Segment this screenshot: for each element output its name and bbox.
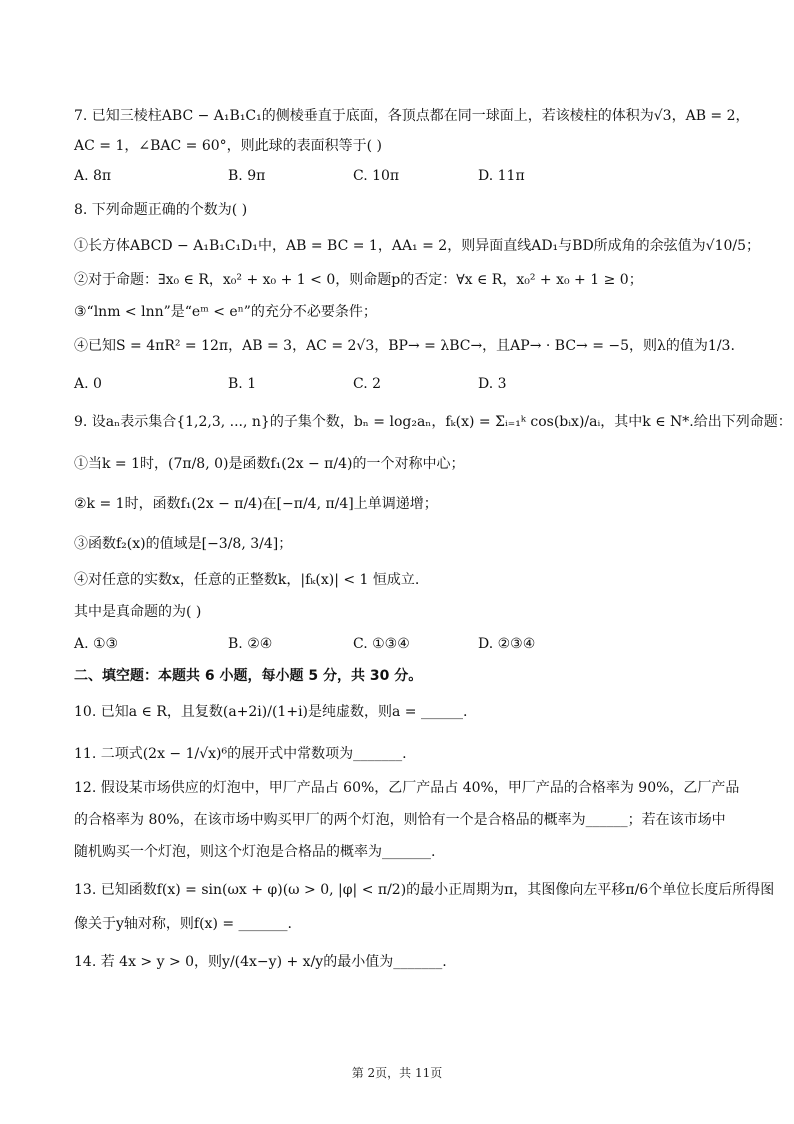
q7-line2: AC = 1，∠BAC = 60°，则此球的表面积等于( ) (74, 138, 383, 154)
q9-option-a: A. ①③ (74, 636, 119, 652)
q8-option-a: A. 0 (74, 376, 102, 392)
q8-option-d: D. 3 (478, 376, 507, 392)
q8-item-3: ③“lnm < lnn”是“eᵐ < eⁿ”的充分不必要条件； (74, 304, 377, 320)
q12-line3: 随机购买一个灯泡，则这个灯泡是合格品的概率为_______. (74, 844, 436, 860)
q8-stem: 8. 下列命题正确的个数为( ) (74, 202, 248, 218)
q8-item-4: ④已知S = 4πR² = 12π，AB = 3，AC = 2√3，BP→ = λBC→，且AP→ · BC→ = −5，则λ的值为1/3. (74, 338, 735, 354)
q7-line1: 7. 已知三棱柱ABC − A₁B₁C₁的侧棱垂直于底面，各顶点都在同一球面上，若该棱柱的体积为√3，AB = 2， (74, 108, 750, 124)
q13-line1: 13. 已知函数f(x) = sin(ωx + φ)(ω > 0, |φ| < π/2)的最小正周期为π，其图像向左平移π/6个单位长度后所得图 (74, 882, 775, 898)
q8-item-1: ①长方体ABCD − A₁B₁C₁D₁中，AB = BC = 1，AA₁ = 2，则异面直线AD₁与BD所成角的余弦值为√10/5； (74, 238, 761, 254)
q9-item-1: ①当k = 1时，(7π/8, 0)是函数f₁(2x − π/4)的一个对称中心； (74, 456, 465, 472)
q8-option-b: B. 1 (228, 376, 257, 392)
q14: 14. 若 4x > y > 0，则y/(4x−y) + x/y的最小值为_______. (74, 954, 447, 970)
q9-option-c: C. ①③④ (353, 636, 410, 652)
q7-option-c: C. 10π (353, 168, 400, 184)
q8-option-c: C. 2 (353, 376, 382, 392)
q7-option-a: A. 8π (74, 168, 112, 184)
q9-stem: 9. 设aₙ表示集合{1,2,3, ..., n}的子集个数，bₙ = log₂aₙ，fₖ(x) = Σᵢ₌₁ᵏ cos(bᵢx)/aᵢ，其中k ∈ N*.给出下列命题： (74, 414, 792, 430)
q9-closing: 其中是真命题的为( ) (74, 604, 202, 620)
q7-option-b: B. 9π (228, 168, 266, 184)
section-heading: 二、填空题：本题共 6 小题，每小题 5 分，共 30 分。 (74, 668, 423, 684)
q7-option-d: D. 11π (478, 168, 525, 184)
q12-line2: 的合格率为 80%，在该市场中购买甲厂的两个灯泡，则恰有一个是合格品的概率为______；若在该市场中 (74, 812, 726, 828)
q12-line1: 12. 假设某市场供应的灯泡中，甲厂产品占 60%，乙厂产品占 40%，甲厂产品的合格率为 90%，乙厂产品 (74, 780, 740, 796)
q10: 10. 已知a ∈ R，且复数(a+2i)/(1+i)是纯虚数，则a = ______. (74, 704, 468, 720)
q11: 11. 二项式(2x − 1/√x)⁶的展开式中常数项为_______. (74, 746, 407, 762)
q9-item-4: ④对任意的实数x，任意的正整数k，|fₖ(x)| < 1 恒成立. (74, 572, 420, 588)
q9-item-2: ②k = 1时，函数f₁(2x − π/4)在[−π/4, π/4]上单调递增； (74, 496, 438, 512)
q13-line2: 像关于y轴对称，则f(x) = _______. (74, 916, 292, 932)
q9-option-b: B. ②④ (228, 636, 273, 652)
q8-item-2: ②对于命题：∃x₀ ∈ R，x₀² + x₀ + 1 < 0，则命题p的否定：∀x ∈ R，x₀² + x₀ + 1 ≥ 0； (74, 272, 643, 288)
q9-item-3: ③函数f₂(x)的值域是[−3/8, 3/4]； (74, 536, 293, 552)
page-footer: 第 2页，共 11页 (351, 1066, 443, 1080)
q9-option-d: D. ②③④ (478, 636, 536, 652)
